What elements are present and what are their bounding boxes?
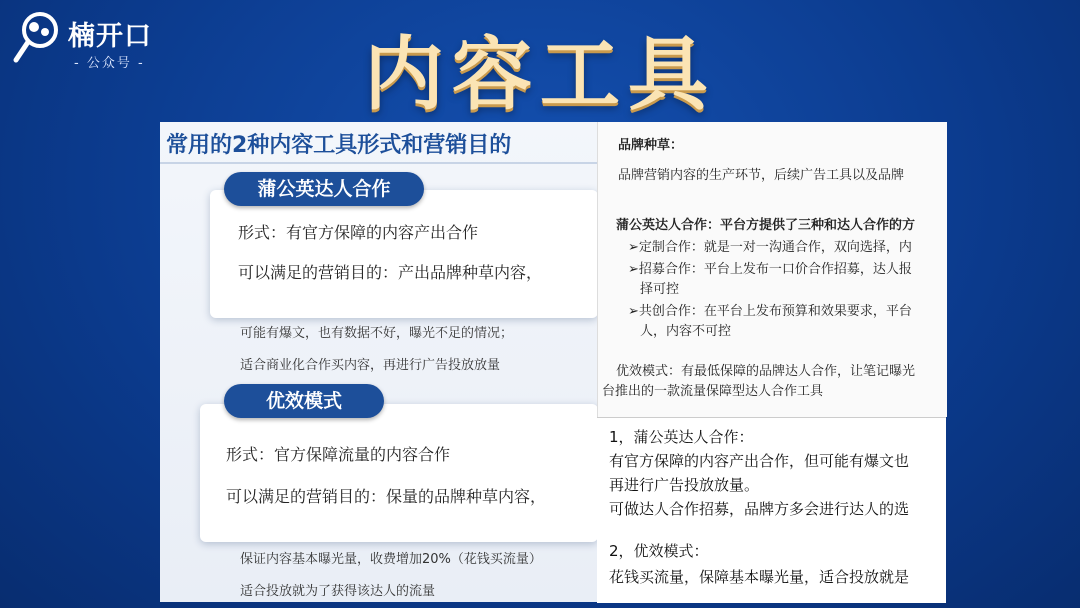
heading-divider <box>160 162 598 164</box>
right-slide <box>597 122 947 417</box>
brand-subtitle: - 公众号 - <box>74 56 145 71</box>
summary-line-6: 花钱买流量，保障基本曝光量，适合投放就是 <box>609 568 910 586</box>
summary-line-4: 可做达人合作招募，品牌方多会进行达人的选 <box>609 500 910 518</box>
right-line-4: ➢定制合作：就是一对一沟通合作，双向选择，内 <box>628 240 912 255</box>
summary-line-2: 有官方保障的内容产出合作，但可能有爆文也 <box>609 452 910 470</box>
card2-note2: 适合投放就为了获得该达人的流量 <box>240 584 436 599</box>
right-line-7: ➢共创合作：在平台上发布预算和效果要求，平台 <box>628 304 912 319</box>
card2-note1: 保证内容基本曝光量，收费增加20%（花钱买流量） <box>240 552 542 567</box>
left-slide-heading: 常用的2种内容工具形式和营销目的 <box>166 133 512 158</box>
left-slide <box>160 122 598 602</box>
card-pugongying <box>210 190 598 318</box>
right-summary-slide <box>597 417 946 603</box>
brand-name: 楠开口 <box>68 21 152 52</box>
card1-form: 形式：有官方保障的内容产出合作 <box>238 223 479 242</box>
card2-goal: 可以满足的营销目的：保量的品牌种草内容， <box>226 487 547 506</box>
summary-line-5: 2，优效模式： <box>609 542 709 560</box>
card1-note1: 可能有爆文，也有数据不好，曝光不足的情况； <box>240 326 514 341</box>
right-line-9: 优效模式：有最低保障的品牌达人合作，让笔记曝光 <box>616 364 916 379</box>
right-line-3: 蒲公英达人合作：平台方提供了三种和达人合作的方 <box>616 218 916 233</box>
card2-form: 形式：官方保障流量的内容合作 <box>226 445 451 464</box>
card1-note2: 适合商业化合作买内容，再进行广告投放放量 <box>240 358 501 373</box>
right-line-2: 品牌营销内容的生产环节，后续广告工具以及品牌 <box>618 168 905 183</box>
right-line-5: ➢招募合作：平台上发布一口价合作招募，达人报 <box>628 262 912 277</box>
right-line-1: 品牌种草： <box>618 138 684 153</box>
pill-pugongying: 蒲公英达人合作 <box>224 172 424 206</box>
right-line-8: 人，内容不可控 <box>640 324 732 339</box>
page-title: 内容工具 <box>364 28 716 121</box>
card1-goal: 可以满足的营销目的：产出品牌种草内容， <box>238 263 543 282</box>
right-line-6: 择可控 <box>640 282 680 297</box>
card-youxiao <box>200 404 598 542</box>
summary-line-1: 1，蒲公英达人合作： <box>609 428 754 446</box>
right-line-10: 台推出的一款流量保障型达人合作工具 <box>602 384 824 399</box>
pill-youxiao: 优效模式 <box>224 384 384 418</box>
summary-line-3: 再进行广告投放放量。 <box>609 476 760 494</box>
